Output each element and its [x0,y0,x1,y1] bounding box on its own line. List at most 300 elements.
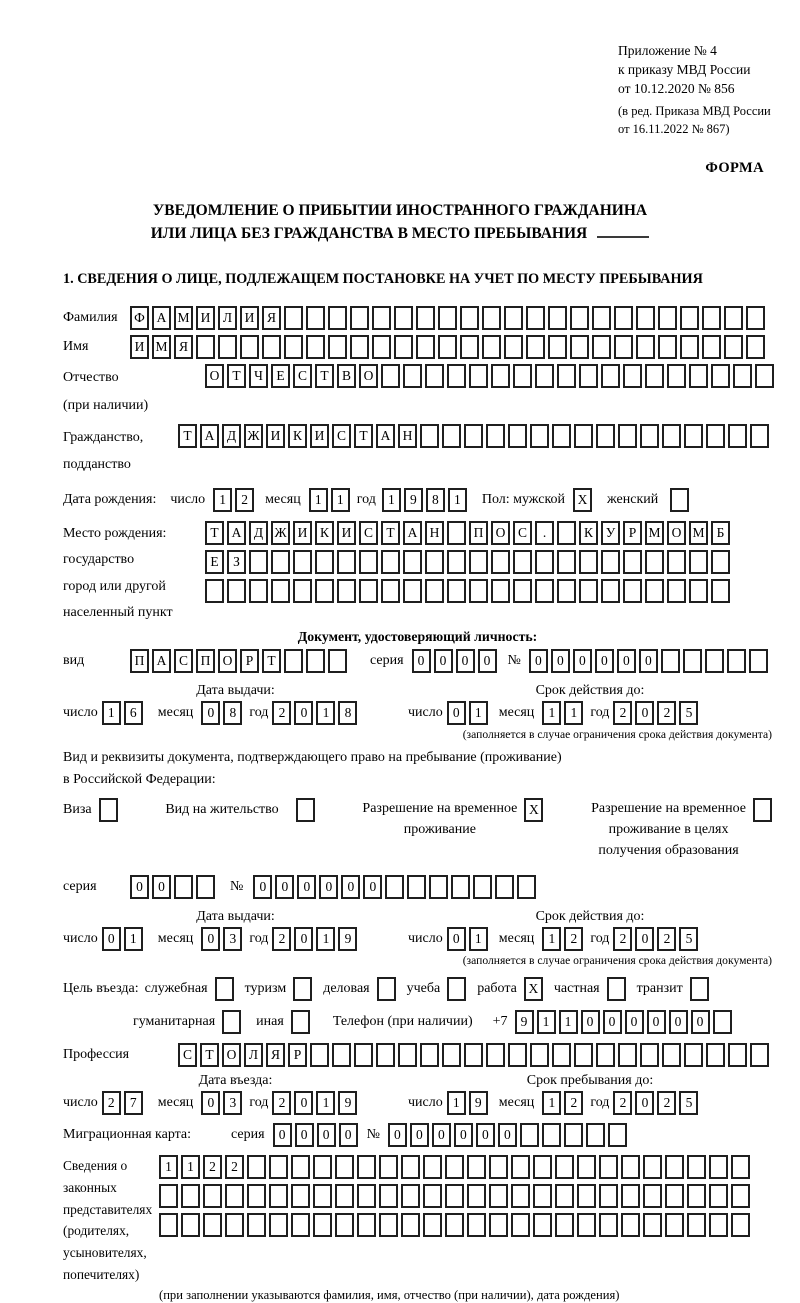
form-cell[interactable]: 1 [542,1091,561,1115]
form-cell[interactable] [731,1155,750,1179]
form-cell[interactable] [269,1155,288,1179]
form-cell[interactable]: 2 [613,701,632,725]
form-cell[interactable] [599,1155,618,1179]
form-cell[interactable]: 1 [309,488,328,512]
form-cell[interactable] [623,579,642,603]
form-cell[interactable]: 0 [573,649,592,673]
form-cell[interactable]: О [222,1043,241,1067]
form-cell[interactable] [542,1123,561,1147]
form-cell[interactable]: 2 [564,1091,583,1115]
form-cell[interactable] [313,1213,332,1237]
form-cell[interactable] [623,364,642,388]
form-cell[interactable] [416,306,435,330]
form-cell[interactable] [335,1213,354,1237]
form-cell[interactable] [705,649,724,673]
form-cell[interactable]: Е [205,550,224,574]
form-cell[interactable]: 0 [363,875,382,899]
form-cell[interactable]: 0 [434,649,453,673]
form-cell[interactable] [420,1043,439,1067]
form-cell[interactable]: 1 [316,701,335,725]
form-cell[interactable] [429,875,448,899]
form-cell[interactable] [643,1213,662,1237]
form-cell[interactable] [731,1213,750,1237]
form-cell[interactable] [526,335,545,359]
form-cell[interactable] [357,1184,376,1208]
form-cell[interactable] [596,1043,615,1067]
checkbox-cell[interactable] [222,1010,241,1034]
form-cell[interactable]: Р [288,1043,307,1067]
form-cell[interactable] [724,306,743,330]
form-cell[interactable] [249,550,268,574]
form-cell[interactable] [306,649,325,673]
form-cell[interactable] [293,579,312,603]
form-cell[interactable]: 0 [447,927,466,951]
form-cell[interactable] [687,1155,706,1179]
checkbox-cell[interactable] [690,977,709,1001]
form-cell[interactable] [407,875,426,899]
checkbox-cell[interactable] [670,488,689,512]
form-cell[interactable] [596,424,615,448]
form-cell[interactable] [621,1184,640,1208]
form-cell[interactable]: 5 [679,701,698,725]
form-cell[interactable] [555,1155,574,1179]
form-cell[interactable]: Т [262,649,281,673]
form-cell[interactable]: 0 [635,701,654,725]
form-cell[interactable] [196,875,215,899]
checkbox-cell[interactable] [753,798,772,822]
form-cell[interactable] [218,335,237,359]
form-cell[interactable]: 0 [339,1123,358,1147]
form-cell[interactable] [552,424,571,448]
form-cell[interactable]: 0 [294,927,313,951]
checkbox-cell[interactable]: X [573,488,592,512]
form-cell[interactable] [577,1184,596,1208]
form-cell[interactable] [205,579,224,603]
form-cell[interactable] [271,550,290,574]
form-cell[interactable] [447,521,466,545]
form-cell[interactable] [533,1213,552,1237]
form-cell[interactable] [401,1213,420,1237]
form-cell[interactable]: 0 [625,1010,644,1034]
form-cell[interactable] [504,306,523,330]
form-cell[interactable]: 0 [410,1123,429,1147]
form-cell[interactable] [623,550,642,574]
form-cell[interactable] [574,424,593,448]
form-cell[interactable] [464,424,483,448]
form-cell[interactable] [661,649,680,673]
form-cell[interactable] [335,1155,354,1179]
form-cell[interactable] [467,1184,486,1208]
form-cell[interactable] [689,579,708,603]
form-cell[interactable]: У [601,521,620,545]
form-cell[interactable] [489,1213,508,1237]
form-cell[interactable] [271,579,290,603]
form-cell[interactable] [513,550,532,574]
form-cell[interactable]: О [491,521,510,545]
form-cell[interactable] [403,364,422,388]
form-cell[interactable] [337,579,356,603]
form-cell[interactable]: А [152,306,171,330]
form-cell[interactable]: М [689,521,708,545]
form-cell[interactable] [746,335,765,359]
form-cell[interactable] [398,1043,417,1067]
form-cell[interactable] [445,1213,464,1237]
form-cell[interactable] [464,1043,483,1067]
form-cell[interactable] [614,306,633,330]
form-cell[interactable] [548,306,567,330]
form-cell[interactable] [750,424,769,448]
form-cell[interactable]: 1 [316,927,335,951]
form-cell[interactable]: И [240,306,259,330]
form-cell[interactable]: 0 [294,1091,313,1115]
form-cell[interactable]: 7 [124,1091,143,1115]
form-cell[interactable]: И [337,521,356,545]
form-cell[interactable] [684,424,703,448]
form-cell[interactable] [359,579,378,603]
form-cell[interactable]: Р [623,521,642,545]
checkbox-cell[interactable] [99,798,118,822]
form-cell[interactable] [570,335,589,359]
form-cell[interactable] [376,1043,395,1067]
checkbox-cell[interactable] [291,1010,310,1034]
form-cell[interactable] [645,579,664,603]
form-cell[interactable] [357,1155,376,1179]
form-cell[interactable]: 1 [124,927,143,951]
form-cell[interactable]: 1 [447,1091,466,1115]
form-cell[interactable]: М [152,335,171,359]
form-cell[interactable] [555,1213,574,1237]
form-cell[interactable]: 1 [559,1010,578,1034]
form-cell[interactable] [203,1213,222,1237]
form-cell[interactable] [579,579,598,603]
form-cell[interactable]: 2 [613,927,632,951]
form-cell[interactable] [684,1043,703,1067]
form-cell[interactable]: О [218,649,237,673]
form-cell[interactable]: Е [271,364,290,388]
form-cell[interactable]: П [130,649,149,673]
form-cell[interactable] [291,1184,310,1208]
form-cell[interactable]: 2 [613,1091,632,1115]
form-cell[interactable]: 2 [102,1091,121,1115]
form-cell[interactable] [328,306,347,330]
form-cell[interactable]: 0 [201,927,220,951]
form-cell[interactable]: С [359,521,378,545]
form-cell[interactable]: 0 [317,1123,336,1147]
form-cell[interactable]: А [227,521,246,545]
form-cell[interactable] [460,306,479,330]
form-cell[interactable]: 0 [253,875,272,899]
form-cell[interactable] [357,1213,376,1237]
form-cell[interactable]: Я [262,306,281,330]
form-cell[interactable]: 0 [456,649,475,673]
checkbox-cell[interactable] [296,798,315,822]
form-cell[interactable]: 2 [657,701,676,725]
form-cell[interactable]: Д [222,424,241,448]
form-cell[interactable]: 0 [691,1010,710,1034]
form-cell[interactable]: Т [205,521,224,545]
form-cell[interactable] [750,1043,769,1067]
form-cell[interactable] [350,306,369,330]
form-cell[interactable]: О [359,364,378,388]
form-cell[interactable] [687,1213,706,1237]
form-cell[interactable] [284,335,303,359]
form-cell[interactable] [291,1155,310,1179]
form-cell[interactable]: 1 [537,1010,556,1034]
form-cell[interactable] [689,364,708,388]
form-cell[interactable]: 0 [551,649,570,673]
form-cell[interactable] [482,335,501,359]
form-cell[interactable]: К [579,521,598,545]
form-cell[interactable]: 9 [338,1091,357,1115]
form-cell[interactable] [709,1213,728,1237]
form-cell[interactable] [337,550,356,574]
form-cell[interactable]: 0 [201,1091,220,1115]
form-cell[interactable] [557,364,576,388]
form-cell[interactable] [293,550,312,574]
form-cell[interactable] [328,335,347,359]
form-cell[interactable]: Н [398,424,417,448]
form-cell[interactable]: И [310,424,329,448]
form-cell[interactable] [665,1213,684,1237]
form-cell[interactable] [733,364,752,388]
form-cell[interactable] [469,364,488,388]
form-cell[interactable] [196,335,215,359]
form-cell[interactable] [445,1155,464,1179]
form-cell[interactable] [181,1184,200,1208]
form-cell[interactable]: Л [244,1043,263,1067]
form-cell[interactable] [379,1155,398,1179]
form-cell[interactable]: 0 [273,1123,292,1147]
form-cell[interactable] [482,306,501,330]
form-cell[interactable] [394,335,413,359]
form-cell[interactable] [181,1213,200,1237]
checkbox-cell[interactable]: X [524,798,543,822]
form-cell[interactable] [520,1123,539,1147]
form-cell[interactable] [746,306,765,330]
form-cell[interactable] [709,1155,728,1179]
form-cell[interactable]: Л [218,306,237,330]
checkbox-cell[interactable] [607,977,626,1001]
form-cell[interactable] [486,424,505,448]
form-cell[interactable] [711,364,730,388]
form-cell[interactable] [262,335,281,359]
form-cell[interactable] [535,550,554,574]
form-cell[interactable] [530,424,549,448]
form-cell[interactable]: 0 [639,649,658,673]
form-cell[interactable] [728,424,747,448]
form-cell[interactable] [665,1184,684,1208]
form-cell[interactable]: С [513,521,532,545]
form-cell[interactable]: 1 [469,701,488,725]
form-cell[interactable]: О [667,521,686,545]
form-cell[interactable]: 0 [603,1010,622,1034]
form-cell[interactable]: 2 [272,701,291,725]
form-cell[interactable] [614,335,633,359]
form-cell[interactable] [438,306,457,330]
form-cell[interactable] [442,424,461,448]
form-cell[interactable] [687,1184,706,1208]
form-cell[interactable]: 1 [102,701,121,725]
form-cell[interactable] [425,364,444,388]
form-cell[interactable] [225,1213,244,1237]
form-cell[interactable] [665,1155,684,1179]
form-cell[interactable] [601,364,620,388]
form-cell[interactable] [689,550,708,574]
form-cell[interactable] [313,1184,332,1208]
form-cell[interactable] [731,1184,750,1208]
form-cell[interactable]: 1 [542,701,561,725]
form-cell[interactable] [555,1184,574,1208]
form-cell[interactable] [425,579,444,603]
form-cell[interactable] [381,364,400,388]
form-cell[interactable] [608,1123,627,1147]
form-cell[interactable] [579,364,598,388]
form-cell[interactable]: С [174,649,193,673]
form-cell[interactable] [269,1184,288,1208]
form-cell[interactable] [530,1043,549,1067]
form-cell[interactable]: 0 [647,1010,666,1034]
form-cell[interactable] [755,364,774,388]
form-cell[interactable]: Т [381,521,400,545]
form-cell[interactable] [269,1213,288,1237]
form-cell[interactable] [621,1155,640,1179]
form-cell[interactable] [533,1184,552,1208]
form-cell[interactable]: В [337,364,356,388]
form-cell[interactable]: 0 [595,649,614,673]
form-cell[interactable]: 0 [617,649,636,673]
form-cell[interactable] [601,579,620,603]
form-cell[interactable] [592,306,611,330]
form-cell[interactable] [467,1155,486,1179]
form-cell[interactable] [416,335,435,359]
form-cell[interactable] [401,1155,420,1179]
form-cell[interactable]: 0 [102,927,121,951]
form-cell[interactable] [601,550,620,574]
form-cell[interactable] [467,1213,486,1237]
form-cell[interactable]: Р [240,649,259,673]
form-cell[interactable] [486,1043,505,1067]
form-cell[interactable] [394,306,413,330]
form-cell[interactable]: 2 [657,1091,676,1115]
form-cell[interactable] [706,1043,725,1067]
form-cell[interactable]: 8 [223,701,242,725]
form-cell[interactable] [579,550,598,574]
form-cell[interactable] [491,364,510,388]
form-cell[interactable]: 1 [469,927,488,951]
form-cell[interactable] [284,649,303,673]
form-cell[interactable]: Я [266,1043,285,1067]
form-cell[interactable]: 0 [130,875,149,899]
form-cell[interactable] [564,1123,583,1147]
form-cell[interactable] [548,335,567,359]
form-cell[interactable]: 0 [319,875,338,899]
form-cell[interactable]: 0 [498,1123,517,1147]
form-cell[interactable] [379,1213,398,1237]
form-cell[interactable] [662,424,681,448]
form-cell[interactable]: 0 [295,1123,314,1147]
form-cell[interactable]: Т [200,1043,219,1067]
form-cell[interactable]: З [227,550,246,574]
form-cell[interactable]: 0 [635,1091,654,1115]
form-cell[interactable]: К [315,521,334,545]
form-cell[interactable]: 1 [542,927,561,951]
form-cell[interactable]: 1 [331,488,350,512]
form-cell[interactable] [447,579,466,603]
form-cell[interactable]: 2 [272,927,291,951]
form-cell[interactable]: И [266,424,285,448]
form-cell[interactable] [592,335,611,359]
form-cell[interactable] [711,550,730,574]
form-cell[interactable] [618,1043,637,1067]
form-cell[interactable]: Т [178,424,197,448]
checkbox-cell[interactable] [215,977,234,1001]
checkbox-cell[interactable] [377,977,396,1001]
form-cell[interactable] [667,550,686,574]
form-cell[interactable]: 1 [316,1091,335,1115]
form-cell[interactable]: 1 [382,488,401,512]
form-cell[interactable]: 0 [297,875,316,899]
form-cell[interactable] [749,649,768,673]
form-cell[interactable] [159,1213,178,1237]
form-cell[interactable] [513,364,532,388]
form-cell[interactable]: Ж [271,521,290,545]
form-cell[interactable] [489,1155,508,1179]
form-cell[interactable] [403,550,422,574]
form-cell[interactable] [511,1213,530,1237]
form-cell[interactable]: 0 [152,875,171,899]
form-cell[interactable] [313,1155,332,1179]
form-cell[interactable] [713,1010,732,1034]
form-cell[interactable] [599,1213,618,1237]
form-cell[interactable]: 0 [529,649,548,673]
form-cell[interactable]: А [152,649,171,673]
form-cell[interactable]: 0 [635,927,654,951]
form-cell[interactable] [350,335,369,359]
form-cell[interactable] [557,579,576,603]
form-cell[interactable]: 0 [669,1010,688,1034]
form-cell[interactable] [425,550,444,574]
form-cell[interactable] [328,649,347,673]
form-cell[interactable] [381,550,400,574]
checkbox-cell[interactable] [293,977,312,1001]
form-cell[interactable] [174,875,193,899]
form-cell[interactable] [460,335,479,359]
form-cell[interactable] [658,306,677,330]
form-cell[interactable] [552,1043,571,1067]
form-cell[interactable] [570,306,589,330]
form-cell[interactable]: 2 [235,488,254,512]
form-cell[interactable]: 2 [203,1155,222,1179]
form-cell[interactable] [491,579,510,603]
form-cell[interactable]: 6 [124,701,143,725]
form-cell[interactable]: 9 [338,927,357,951]
form-cell[interactable] [683,649,702,673]
form-cell[interactable] [640,424,659,448]
form-cell[interactable] [577,1213,596,1237]
form-cell[interactable]: 0 [447,701,466,725]
form-cell[interactable] [203,1184,222,1208]
form-cell[interactable] [381,579,400,603]
form-cell[interactable] [586,1123,605,1147]
form-cell[interactable] [535,364,554,388]
form-cell[interactable] [159,1184,178,1208]
form-cell[interactable] [473,875,492,899]
form-cell[interactable] [291,1213,310,1237]
form-cell[interactable] [702,306,721,330]
checkbox-cell[interactable]: X [524,977,543,1001]
form-cell[interactable]: 0 [476,1123,495,1147]
form-cell[interactable] [379,1184,398,1208]
